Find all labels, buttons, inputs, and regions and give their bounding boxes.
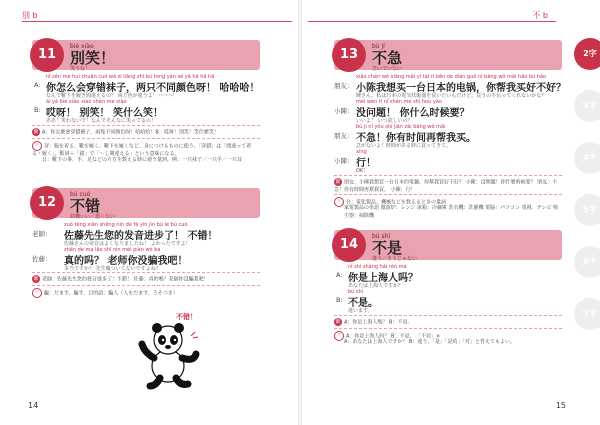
pinyin-line: bú shì [348,289,364,295]
tab-7-character[interactable]: 7字 [574,298,600,330]
traditional-icon: 繁 [335,179,341,185]
section-12-header [32,188,260,218]
dialogue-chinese: 小陈我想买一台日本的电锅，你帮我买好不好？ [356,83,566,94]
section-number-badge: 11 [30,38,64,72]
speaker-label: 老師： [32,230,52,238]
grammar-note: ☞ 台：電化製品、機械などを数えるときの量詞 [334,197,562,207]
pinyin-line: nǐ zěn me huì chuān cuò wà zi liǎng zhī bù tóng yán sè yā hā hā hā [46,74,215,80]
dialogue-chinese: 你怎么会穿错袜子，两只不同颜色呀！ 哈哈哈！ [46,83,260,94]
pinyin-line: xiǎo chén wǒ xiǎng mǎi yì tái rì běn de diàn guō nǐ bāng wǒ mǎi hǎo bù hǎo [356,74,547,80]
divider [334,328,562,329]
section-title: 不错 [70,197,101,215]
dialogue-chinese: 佐藤先生您的发音进步了！ 不错！ [64,231,218,242]
dialogue-japanese: ああ！笑わないで！なんでそんなに笑ってるの！ [46,118,157,124]
speaker-label: 小陳： [334,107,354,115]
right-page [302,0,600,425]
vocabulary-note: 家電製品の単語 微波炉：レンジ 冰箱：冷蔵庫 洗衣機：洗濯機 電腦：パソコン 電視：テレビ 吸尘器：掃除機 [344,205,559,219]
tab-3-character[interactable]: 3字 [574,90,600,122]
grammar-note: ☞ A：你是上海人吗？ B：不是。 「不対」× [334,331,562,341]
tab-5-character[interactable]: 5字 [574,194,600,226]
traditional-note: 繁 A：你怎麼會穿錯襪子，兩隻不同顏色呀！哈哈哈！B：哎呀！別笑！笑什麼笑！ [33,129,219,136]
dialogue-japanese: OK！ [356,168,369,174]
section-14-header [334,230,562,260]
dialogue-japanese: なんで靴下を履き間違えるの？ 両方色が違うよ！ハハハ！ [46,93,178,99]
title-pinyin: bú cuò [70,191,91,198]
dialogue-chinese: 哎呀！ 别笑！ 笑什么笑！ [46,108,163,119]
title-pinyin: bié xiào [70,43,94,50]
dialogue-chinese: 你是上海人吗？ [348,273,418,284]
tip-icon: ☞ [32,141,42,151]
pinyin-line: bù jí nǐ yǒu shí jiān zài bāng wǒ mǎi [356,124,446,130]
title-pinyin: bù jí [372,43,385,50]
dialogue-chinese: 不急！你有时间再帮我买。 [356,133,476,144]
page-number-left: 14 [28,401,39,410]
traditional-icon: 繁 [335,319,341,325]
section-title: 不是 [372,239,403,257]
tip-icon: ☞ [32,288,42,298]
section-13-header [334,40,562,70]
speaker-label: 朋友： [334,132,354,140]
traditional-note: 繁 老師：佐藤先生您的發音進步了！不錯！ 佐藤：真的嗎？老師你沒騙我吧！ [33,276,209,283]
dialogue-chinese: 没问题！ 你什么时候要？ [356,108,470,119]
tab-4-character[interactable]: 4字 [574,142,600,174]
dialogue-japanese: 違います。 [348,308,373,314]
traditional-note: 繁 A：你是上海人嗎？ B：不是。 [335,319,413,326]
speaker-label: B: [336,296,343,304]
speaker-label: A: [34,81,41,89]
grammar-note: A：あなたは上海人ですか？ B：違う。「是」「是的」「对」と答えてもよい。 [344,339,515,345]
grammar-note: ☞ 穿：服を着る、靴を履く、靴下を履くなど、身につけるものに使う。「穿錯」は「間違って着る・履く」。動詞＋「錯」で「～し間違える」という意味になる。 [32,142,252,157]
grammar-note: 日：靴下の事、手、足などの片方を数える時に使う量詞。例：一只袜子／一只手／一只耳 [42,157,243,163]
divider [334,315,562,316]
pinyin-line: nǐ shì shàng hǎi rén ma [348,264,407,270]
divider [334,175,562,176]
dialogue-japanese: いいよ！ いつ欲しいの？ [356,118,413,124]
tab-2-character[interactable]: 2字 [574,38,600,70]
panda-speech-text: 不错！ [176,313,197,321]
tip-icon: ☞ [334,197,344,207]
dialogue-japanese: 陳さん、私は日本の電気炊飯器を買いたいんだけど、買うの手伝ってくれないかな？ [356,93,547,99]
dialogue-chinese: 不是。 [348,298,378,309]
divider [32,125,260,126]
dialogue-japanese: 急がないよ！時間がある時に買ってきて。 [356,143,451,149]
speaker-label: 朋友： [334,82,354,90]
section-11-header [32,40,260,70]
tip-icon: ☞ [334,331,344,341]
title-japanese: 笑うな！ [70,66,91,72]
divider [32,272,260,273]
header-rule [308,21,556,22]
dialogue-japanese: 本当ですか？ 先生嘘ついてないですよね？ [64,266,161,272]
page-number-right: 15 [555,401,566,410]
pinyin-line: xíng [356,149,367,155]
section-number-badge: 12 [30,186,64,220]
dialogue-chinese: 真的吗？ 老师你没骗我吧！ [64,256,188,267]
traditional-note: 繁 朋友：小陳我想買一台日本的電鍋，你幫我買好不好？ 小陳：沒問題！你什麼時候要？ 朋友：不急！你有時間再幫我買。 小陳：行！ [334,179,558,193]
pinyin-line: āi yā bié xiào xiào shén me xiào [46,99,127,105]
title-japanese: 急いでいない [372,66,403,72]
section-number-badge: 14 [332,228,366,262]
title-japanese: 違う／そうじゃない [372,256,418,262]
panda-illustration [138,318,202,390]
tab-6-character[interactable]: 6字 [574,246,600,278]
running-head-right: 不 b [532,11,548,20]
section-title: 不急 [372,49,403,67]
pinyin-line: zhēn de ma lǎo shī nín méi piàn wǒ ba [64,247,161,253]
grammar-note: ☞ 騙：だます、騙す、目的語：騙人（人をだます、うそつき） [32,288,260,298]
title-japanese: 結構いい／悪くない [70,214,116,220]
dialogue-chinese: 行！ [356,158,376,169]
left-page [0,0,298,425]
pinyin-line: méi wèn tí nǐ shén me shí hou yào [356,99,442,105]
dialogue-japanese: 佐藤さんの発音はよくなりましたね！ よかったですよ！ [64,241,191,247]
divider [334,194,562,195]
header-rule [22,21,292,22]
section-number-badge: 13 [332,38,366,72]
section-title: 別笑！ [70,49,116,67]
dialogue-japanese: あなたは上海人ですか？ [348,283,404,289]
speaker-label: 小陳： [334,157,354,165]
running-head-left: 別 b [22,11,38,20]
title-pinyin: bú shì [372,233,391,240]
speaker-label: B: [34,106,41,114]
pinyin-line: zuǒ téng xiān shēng nín de fā yīn jìn bù le bú cuò [64,222,188,228]
traditional-icon: 繁 [33,276,39,282]
speaker-label: 佐藤： [32,255,52,263]
speaker-label: A: [336,271,343,279]
traditional-icon: 繁 [33,129,39,135]
divider [32,138,260,139]
divider [32,285,260,286]
